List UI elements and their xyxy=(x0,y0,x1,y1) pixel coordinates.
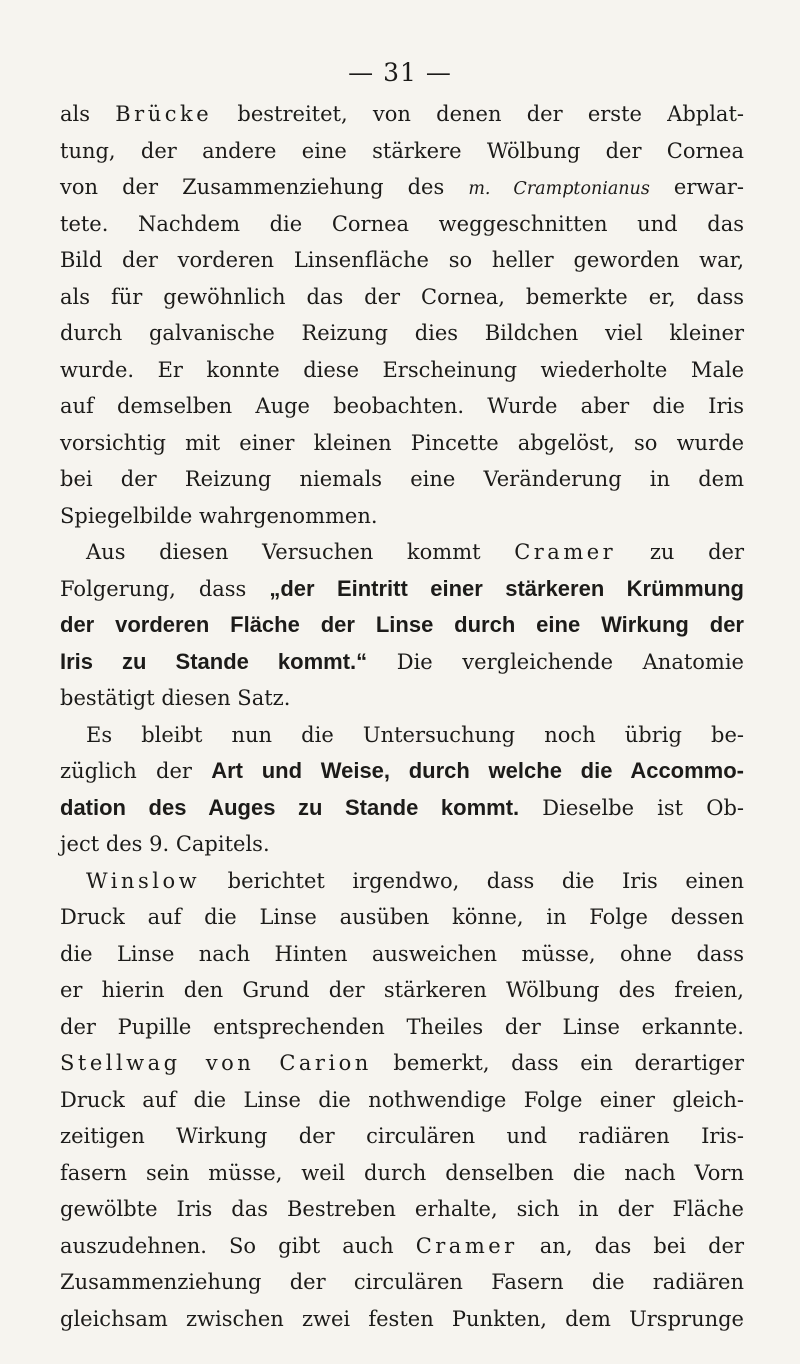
text-line: ject des 9. Capitels. xyxy=(60,832,270,856)
text-line: durch galvanische Reizung dies Bildchen viel kleiner xyxy=(60,321,744,345)
text-line: Folgerung, dass „der Eintritt einer stärkeren Krümmung xyxy=(60,575,744,601)
text-line: wurde. Er konnte diese Erscheinung wiederholte Male xyxy=(60,357,744,382)
text-line: als Brücke bestreitet, von denen der erste Abplat- xyxy=(60,102,744,126)
text-line: zeitigen Wirkung der circulären und radiären Iris- xyxy=(60,1124,744,1148)
text-line: züglich der Art und Weise, durch welche die Accommo- xyxy=(60,758,745,783)
text-line: Stellwag von Carion bemerkt, dass ein derartiger xyxy=(60,1051,744,1075)
text-line: Bild der vorderen Linsenfläche so heller geworden war, xyxy=(60,248,744,272)
text-line: Iris zu Stande kommt.“ Die vergleichende Anatomie xyxy=(60,648,744,674)
text-line: Es bleibt nun die Untersuchung noch übrig be- xyxy=(86,722,744,747)
text-line: vorsichtig mit einer kleinen Pincette abgelöst, so wurde xyxy=(60,430,744,455)
text-line: gewölbte Iris das Bestreben erhalte, sich in der Fläche xyxy=(60,1197,744,1221)
text-line: gleichsam zwischen zwei festen Punkten, dem Ursprunge xyxy=(60,1306,744,1331)
body-text xyxy=(60,96,744,1337)
text-line: der vorderen Fläche der Linse durch eine Wirkung der xyxy=(60,612,744,637)
text-line: Zusammenziehung der circulären Fasern die radiären xyxy=(60,1270,744,1294)
text-line: auszudehnen. So gibt auch Cramer an, das bei der xyxy=(60,1233,744,1258)
text-line: Aus diesen Versuchen kommt Cramer zu der xyxy=(86,540,744,564)
text-line: bei der Reizung niemals eine Veränderung in dem xyxy=(60,467,744,491)
text-line: Winslow berichtet irgendwo, dass die Iris einen xyxy=(86,868,744,893)
text-line: Spiegelbilde wahrgenommen. xyxy=(60,503,378,528)
text-line: bestätigt diesen Satz. xyxy=(60,686,291,710)
text-line: von der Zusammenziehung des m. Cramptonianus erwar- xyxy=(60,175,744,199)
text-line: Druck auf die Linse die nothwendige Folge einer gleich- xyxy=(60,1087,744,1112)
text-line: er hierin den Grund der stärkeren Wölbung des freien, xyxy=(60,978,744,1002)
text-line: der Pupille entsprechenden Theiles der Linse erkannte. xyxy=(60,1014,744,1039)
text-line: die Linse nach Hinten ausweichen müsse, ohne dass xyxy=(60,941,744,966)
text-line: Druck auf die Linse ausüben könne, in Folge dessen xyxy=(60,905,744,929)
text-line: als für gewöhnlich das der Cornea, bemerkte er, dass xyxy=(60,284,744,309)
text-line: tete. Nachdem die Cornea weggeschnitten und das xyxy=(60,211,744,236)
page-number: — 31 — xyxy=(348,58,452,87)
text-line: tung, der andere eine stärkere Wölbung der Cornea xyxy=(60,138,744,163)
text-line: dation des Auges zu Stande kommt. Dieselbe ist Ob- xyxy=(60,794,744,820)
text-line: fasern sein müsse, weil durch denselben die nach Vorn xyxy=(60,1160,744,1185)
text-line: auf demselben Auge beobachten. Wurde aber die Iris xyxy=(60,394,744,418)
